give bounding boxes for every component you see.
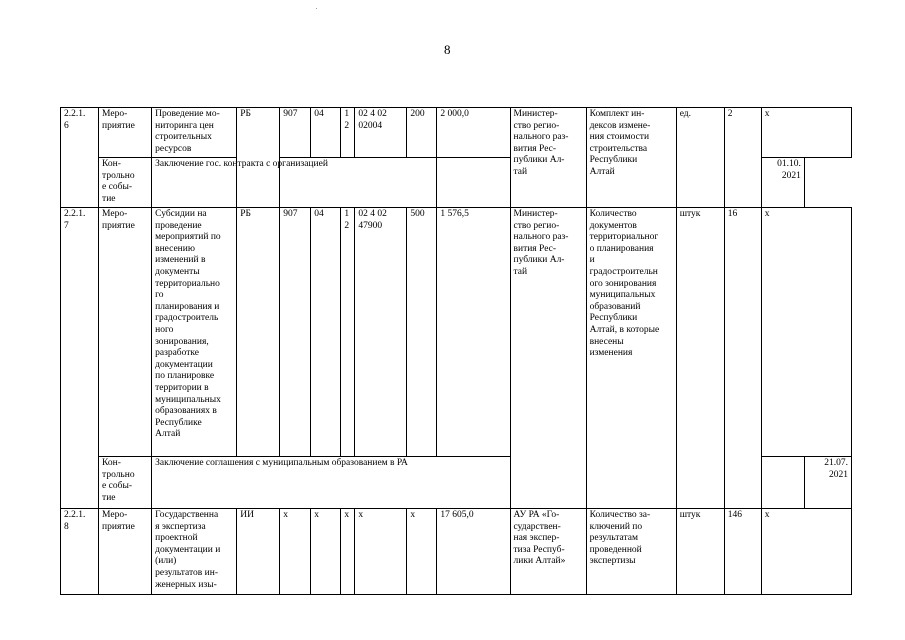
activity-type: Меро- приятие xyxy=(99,108,152,158)
pr-code: 12 xyxy=(341,208,355,457)
rz-code: 04 xyxy=(311,208,341,457)
activity-number: 2.2.1. 7 xyxy=(61,208,99,509)
indicator-name: Количество документов территориальног о планирования и градостроительн ого зонирования муниципальных образований Республики Алтай, в которые внесены изменения xyxy=(586,208,676,509)
funding-source: РБ xyxy=(237,208,280,457)
activity-name: Проведение мо- ниторинга цен строительных ресурсов xyxy=(152,108,237,158)
activity-type: Меро- приятие xyxy=(99,208,152,457)
indicator-name: Комплект ин- дексов измене- ния стоимости строительства Республики Алтай xyxy=(586,108,676,208)
funding-amount: 17 605,0 xyxy=(437,509,510,595)
executor: АУ РА «Го- сударствен- ная экспер- тиза Респуб- лики Алтай» xyxy=(510,509,586,595)
activity-name: Субсидии на проведение мероприятий по внесению изменений в документы территориально го планирования и градостроитель ного зонирования, разработке документации по планировке территории в муниципальных образованиях в Республике Алтай xyxy=(152,208,237,457)
csr-code: х xyxy=(355,509,407,595)
indicator-value: 146 xyxy=(724,509,761,595)
funding-amount: 1 576,5 xyxy=(437,208,510,457)
empty-cell xyxy=(761,457,804,509)
csr-code: 02 4 02 47900 xyxy=(355,208,407,457)
control-event-date: 21.07. 2021 xyxy=(804,457,851,509)
table-row xyxy=(61,509,852,595)
pr-code: 12 xyxy=(341,108,355,158)
indicator-mark: х xyxy=(761,208,851,457)
rz-code: х xyxy=(311,509,341,595)
grbs-code: 907 xyxy=(280,108,311,158)
executor: Министер- ство регио- нального раз- вития Рес- публики Ал- тай xyxy=(510,108,586,208)
activity-number: 2.2.1. 8 xyxy=(61,509,99,595)
vr-code: 200 xyxy=(407,108,437,158)
grbs-code: х xyxy=(280,509,311,595)
empty-cell xyxy=(437,158,510,208)
control-event-type: Кон- трольно е собы- тие xyxy=(99,457,152,509)
funding-source: ИИ xyxy=(237,509,280,595)
funding-source: РБ xyxy=(237,108,280,208)
rz-code: 04 xyxy=(311,108,341,158)
control-event-text: Заключение гос. контракта с организацией xyxy=(152,158,437,208)
indicator-value: 2 xyxy=(724,108,761,208)
indicator-unit: штук xyxy=(676,208,724,509)
indicator-unit: штук xyxy=(676,509,724,595)
pr-code: х xyxy=(341,509,355,595)
page-number: 8 xyxy=(444,42,451,57)
indicator-mark: х xyxy=(761,108,851,158)
funding-amount: 2 000,0 xyxy=(437,108,510,158)
executor: Министер- ство регио- нального раз- вития Рес- публики Ал- тай xyxy=(510,208,586,509)
program-activities-table xyxy=(60,107,852,595)
vr-code: х xyxy=(407,509,437,595)
control-event-date: 01.10. 2021 xyxy=(761,158,804,208)
indicator-unit: ед. xyxy=(676,108,724,208)
indicator-name: Количество за- ключений по результатам проведенной экспертизы xyxy=(586,509,676,595)
activity-number: 2.2.1. 6 xyxy=(61,108,99,208)
table-row xyxy=(61,208,852,457)
activity-type: Меро- приятие xyxy=(99,509,152,595)
control-event-text: Заключение соглашения с муниципальным образованием в РА xyxy=(152,457,510,509)
indicator-value: 16 xyxy=(724,208,761,509)
grbs-code: 907 xyxy=(280,208,311,457)
csr-code: 02 4 02 02004 xyxy=(355,108,407,158)
vr-code: 500 xyxy=(407,208,437,457)
control-event-type: Кон- трольно е собы- тие xyxy=(99,158,152,208)
scan-speck xyxy=(316,8,317,9)
indicator-mark: х xyxy=(761,509,851,595)
table-row xyxy=(61,108,852,158)
activity-name: Государственна я экспертиза проектной документации и (или) результатов ин- женерных изы- xyxy=(152,509,237,595)
